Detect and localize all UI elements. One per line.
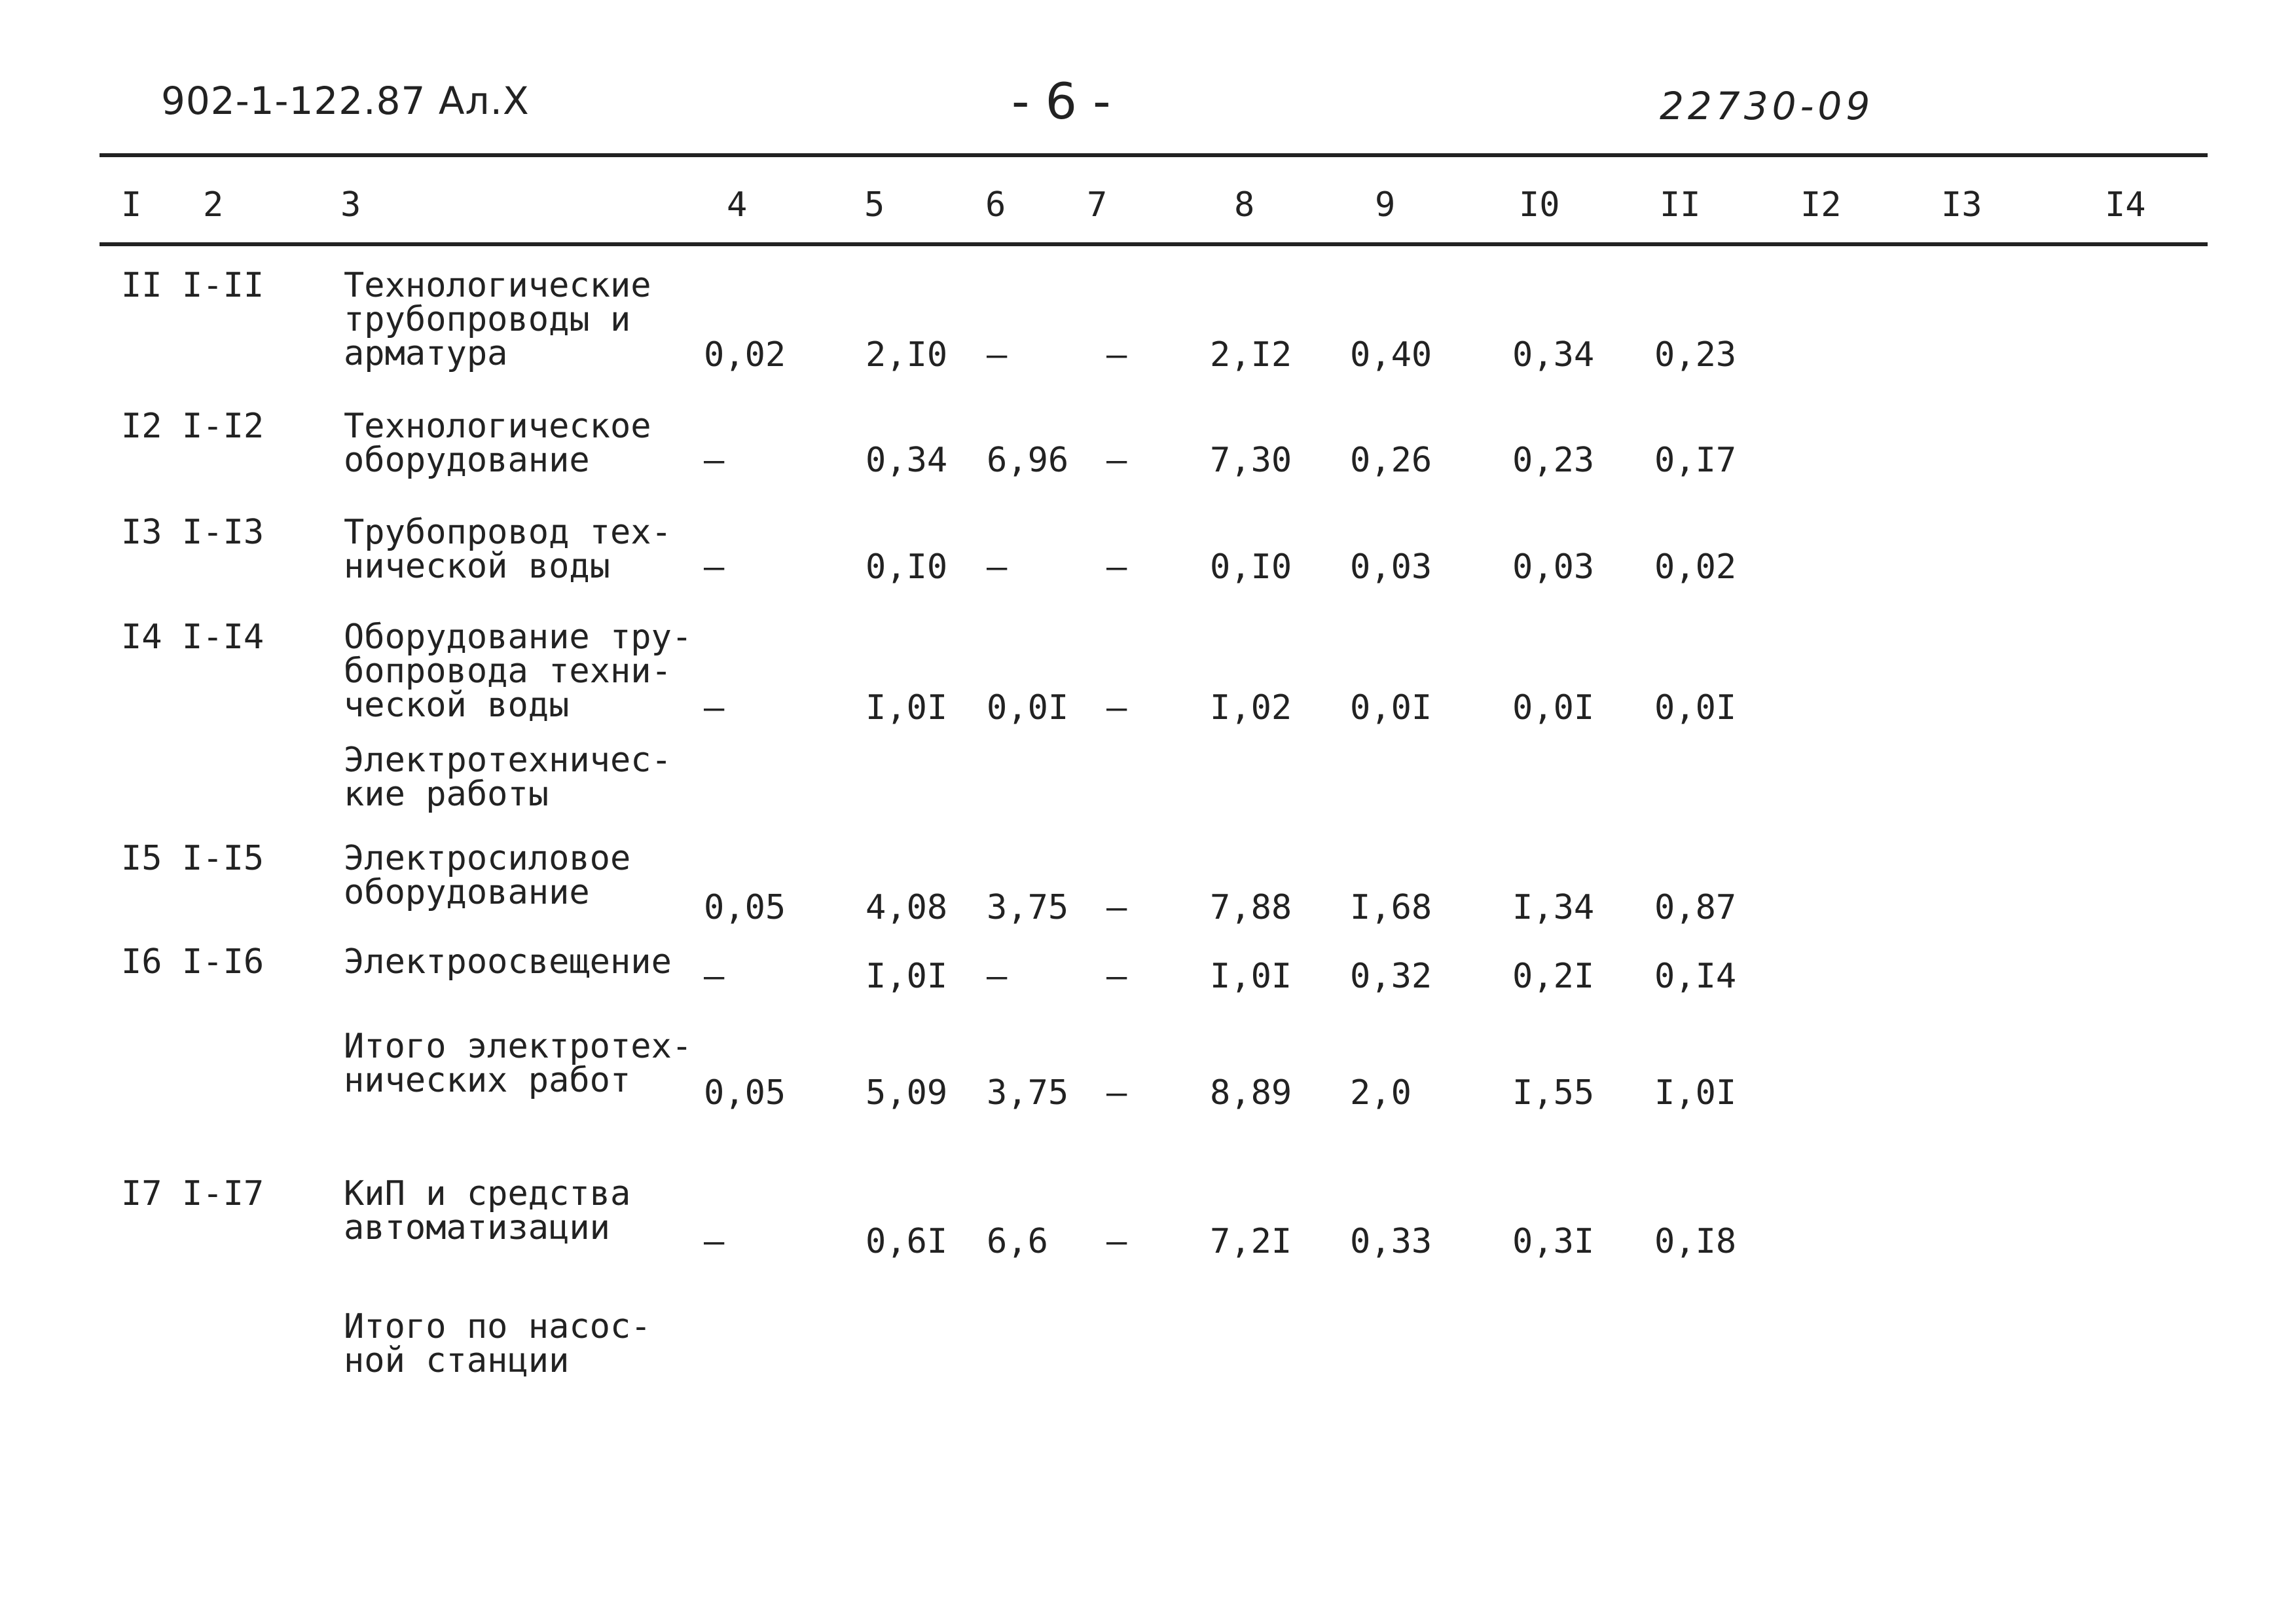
table-cell: 2,I2 — [1210, 335, 1292, 375]
row-code: I-I2 — [182, 407, 264, 446]
row-number: II — [121, 266, 162, 305]
table-cell: I,0I — [1654, 1073, 1737, 1113]
table-cell: 3,75 — [987, 888, 1069, 927]
row-code: I-I6 — [182, 942, 264, 982]
table-cell: – — [1106, 688, 1127, 728]
column-header: 7 — [1087, 185, 1108, 225]
inventory-number: 22730-09 — [1660, 84, 1874, 128]
table-cell: 0,05 — [704, 1073, 786, 1113]
table-cell: 0,I4 — [1654, 957, 1737, 996]
column-header: I — [121, 185, 142, 225]
table-cell: I,02 — [1210, 688, 1292, 728]
table-cell: – — [704, 547, 725, 587]
table-cell: 0,87 — [1654, 888, 1737, 927]
row-description: КиП и средства автоматизации — [344, 1174, 631, 1247]
table-cell: I,0I — [866, 957, 948, 996]
table-cell: 0,34 — [1512, 335, 1595, 375]
row-number: I2 — [121, 407, 162, 446]
table-cell: 0,0I — [987, 688, 1069, 728]
row-code: I-II — [182, 266, 264, 305]
table-cell: – — [704, 441, 725, 480]
table-cell: 4,08 — [866, 888, 948, 927]
table-cell: 0,02 — [1654, 547, 1737, 587]
table-cell: – — [987, 547, 1008, 587]
table-cell: – — [704, 957, 725, 996]
table-cell: – — [1106, 888, 1127, 927]
table-cell: 0,I0 — [866, 547, 948, 587]
page-number: - 6 - — [1011, 72, 1111, 130]
column-header: 4 — [727, 185, 748, 225]
table-cell: – — [1106, 1073, 1127, 1113]
row-description: Технологическое оборудование — [344, 407, 651, 480]
row-number: I4 — [121, 618, 162, 657]
table-cell: – — [1106, 957, 1127, 996]
row-description: Электроосвещение — [344, 942, 672, 982]
row-description: Оборудование тру- бопровода техни- ческой воды — [344, 618, 693, 725]
table-cell: 0,02 — [704, 335, 786, 375]
row-code: I-I3 — [182, 513, 264, 552]
table-cell: – — [1106, 1222, 1127, 1261]
column-header: I2 — [1800, 185, 1842, 225]
row-description: Электротехничес- кие работы — [344, 741, 672, 814]
table-cell: 8,89 — [1210, 1073, 1292, 1113]
table-cell: 0,I8 — [1654, 1222, 1737, 1261]
table-cell: – — [1106, 547, 1127, 587]
row-code: I-I7 — [182, 1174, 264, 1213]
table-cell: – — [987, 957, 1008, 996]
row-number: I7 — [121, 1174, 162, 1213]
row-description: Итого по насос- ной станции — [344, 1307, 651, 1380]
table-cell: I,0I — [866, 688, 948, 728]
column-header: 3 — [340, 185, 361, 225]
table-cell: 0,32 — [1350, 957, 1432, 996]
column-header: I4 — [2105, 185, 2146, 225]
table-cell: 0,26 — [1350, 441, 1432, 480]
table-cell: 0,0I — [1350, 688, 1432, 728]
table-cell: 0,34 — [866, 441, 948, 480]
header-bottom-rule — [100, 242, 2208, 246]
table-cell: – — [1106, 335, 1127, 375]
table-cell: 6,96 — [987, 441, 1069, 480]
table-cell: 0,2I — [1512, 957, 1595, 996]
table-top-rule — [100, 153, 2208, 157]
table-cell: 2,I0 — [866, 335, 948, 375]
row-code: I-I5 — [182, 839, 264, 878]
column-header: 9 — [1375, 185, 1396, 225]
table-cell: 0,40 — [1350, 335, 1432, 375]
table-cell: 7,30 — [1210, 441, 1292, 480]
table-cell: 2,0 — [1350, 1073, 1412, 1113]
column-header: II — [1660, 185, 1701, 225]
column-header: 6 — [985, 185, 1006, 225]
row-description: Электросиловое оборудование — [344, 839, 631, 912]
row-description: Трубопровод тех- нической воды — [344, 513, 672, 586]
table-cell: 0,0I — [1512, 688, 1595, 728]
row-number: I5 — [121, 839, 162, 878]
table-cell: 0,I7 — [1654, 441, 1737, 480]
table-cell: 3,75 — [987, 1073, 1069, 1113]
table-cell: – — [987, 335, 1008, 375]
table-cell: 0,0I — [1654, 688, 1737, 728]
table-cell: – — [704, 1222, 725, 1261]
table-cell: I,68 — [1350, 888, 1432, 927]
table-cell: 7,88 — [1210, 888, 1292, 927]
table-cell: 0,23 — [1512, 441, 1595, 480]
table-cell: 0,03 — [1512, 547, 1595, 587]
row-number: I3 — [121, 513, 162, 552]
row-description: Итого электротех- нических работ — [344, 1027, 693, 1100]
column-header: 5 — [864, 185, 885, 225]
table-cell: – — [1106, 441, 1127, 480]
table-cell: 0,05 — [704, 888, 786, 927]
table-cell: 0,I0 — [1210, 547, 1292, 587]
table-cell: 0,03 — [1350, 547, 1432, 587]
table-cell: 6,6 — [987, 1222, 1048, 1261]
row-code: I-I4 — [182, 618, 264, 657]
table-cell: I,34 — [1512, 888, 1595, 927]
table-cell: 5,09 — [866, 1073, 948, 1113]
table-cell: 0,3I — [1512, 1222, 1595, 1261]
table-cell: I,55 — [1512, 1073, 1595, 1113]
column-header: 2 — [203, 185, 224, 225]
column-header: I0 — [1519, 185, 1560, 225]
row-description: Технологические трубопроводы и арматура — [344, 266, 651, 373]
table-cell: 0,33 — [1350, 1222, 1432, 1261]
table-cell: 0,6I — [866, 1222, 948, 1261]
table-cell: 0,23 — [1654, 335, 1737, 375]
table-cell: I,0I — [1210, 957, 1292, 996]
document-code: 902-1-122.87 Ал.X — [161, 79, 530, 123]
table-cell: – — [704, 688, 725, 728]
table-cell: 7,2I — [1210, 1222, 1292, 1261]
column-header: I3 — [1941, 185, 1982, 225]
column-header: 8 — [1234, 185, 1255, 225]
row-number: I6 — [121, 942, 162, 982]
